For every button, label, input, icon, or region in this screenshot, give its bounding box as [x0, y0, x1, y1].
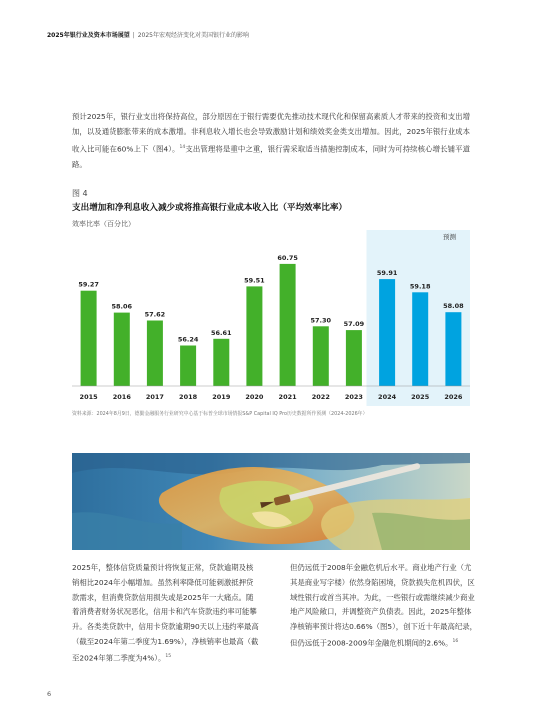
report-title: 2025年银行业及资本市场展望 — [47, 32, 130, 39]
x-tick-2016: 2016 — [112, 393, 131, 401]
bar-2020 — [246, 286, 262, 386]
paint-brush-image — [72, 453, 470, 550]
bar-2023 — [346, 330, 362, 386]
x-tick-2015: 2015 — [79, 393, 98, 401]
figure-label: 图 4 — [72, 189, 88, 198]
value-label-2018: 56.24 — [177, 335, 199, 344]
chart-source-note: 资料来源：2024年8月9日，德勤金融服务行业研究中心基于标普全球市场情报S&P Capital IQ Pro历史数据所作预测（2024-2026年） — [72, 411, 368, 417]
value-label-2021: 60.75 — [277, 253, 298, 262]
bar-2025 — [412, 292, 428, 386]
intro-text-continued: 支出管理将是重中之重，银行需采取适当措施控制成本，同时为可持续核心增长铺平道路。 — [72, 144, 470, 169]
page-number: 6 — [47, 690, 52, 698]
section-title: 2025年宏观经济变化对美国银行业的影响 — [137, 32, 250, 39]
x-tick-2024: 2024 — [378, 393, 397, 401]
bar-2024 — [379, 279, 395, 386]
efficiency-ratio-bar-chart — [72, 224, 470, 406]
value-label-2022: 57.30 — [310, 316, 332, 325]
bar-2022 — [313, 326, 329, 386]
value-label-2025: 59.18 — [409, 282, 431, 291]
value-label-2024: 59.91 — [376, 269, 398, 278]
forecast-label: 预测 — [443, 233, 456, 241]
bar-2016 — [114, 313, 130, 386]
value-label-2017: 57.62 — [144, 310, 166, 319]
bar-2021 — [280, 264, 296, 386]
x-tick-2023: 2023 — [344, 393, 363, 401]
body-left-text: 2025年，整体信贷质量预计将恢复正常，贷款逾期及核销相比2024年小幅增加。虽然利率降低可能刺激抵押贷款需求，但消费贷款信用损失或是2025年一大痛点。随着消费者财务状况恶化，信用卡和汽车贷款违约率可能攀升。各类类贷款中，信用卡贷款逾期90天以上违约率最高（截至2024年第二季度为1.69%），净核销率也最高（截至2024年第二季度为4%）。 — [72, 563, 259, 663]
body-column-left — [72, 561, 260, 666]
body-column-right — [290, 561, 478, 651]
chart-y-axis-label: 效率比率（百分比） — [72, 220, 135, 228]
page-header — [47, 30, 249, 39]
intro-paragraph — [72, 109, 470, 172]
footnote-ref[interactable]: 16 — [452, 638, 459, 644]
x-tick-2022: 2022 — [311, 393, 330, 401]
header-separator: | — [132, 32, 135, 39]
value-label-2020: 59.51 — [244, 276, 265, 285]
footnote-ref[interactable]: 15 — [165, 653, 172, 659]
value-label-2019: 56.61 — [211, 328, 232, 337]
value-label-2023: 57.09 — [343, 320, 365, 329]
x-tick-2017: 2017 — [145, 393, 164, 401]
bar-2019 — [213, 339, 229, 386]
decorative-paint-artwork — [72, 453, 470, 550]
x-tick-2026: 2026 — [444, 393, 463, 401]
intro-text: 预计2025年，银行业支出将保持高位，部分原因在于银行需要优先推动技术现代化和保留高素质人才带来的投资和支出增加，以及通货膨胀带来的成本激增。非利息收入增长也会导致激励计划和绩效奖金类支出增加。因此，2025年银行业成本收入比可能在60%上下（图4）。 — [72, 112, 470, 154]
bar-2015 — [81, 291, 97, 386]
x-tick-2020: 2020 — [245, 393, 264, 401]
value-label-2026: 58.08 — [443, 302, 464, 311]
body-right-text: 但仍远低于2008年金融危机后水平。商业地产行业（尤其是商业写字楼）依然身陷困境，贷款损失危机四伏，区域性银行或首当其冲。为此，一些银行或需继续减少商业地产风险敞口，并调整资产负债表。因此，2025年整体净核销率预计将达0.66%（图5），创下近十年最高纪录，但仍远低于2008-2009年金融危机期间的2.6%。 — [290, 563, 478, 648]
chart-title: 支出增加和净利息收入减少或将推高银行业成本收入比（平均效率比率） — [72, 203, 348, 213]
value-label-2015: 59.27 — [78, 280, 99, 289]
bar-2026 — [445, 312, 461, 386]
value-label-2016: 58.06 — [111, 302, 133, 311]
x-tick-2025: 2025 — [411, 393, 430, 401]
x-tick-2021: 2021 — [278, 393, 297, 401]
x-tick-2018: 2018 — [179, 393, 198, 401]
bar-2018 — [180, 346, 196, 387]
bar-2017 — [147, 321, 163, 387]
footnote-ref[interactable]: 14 — [179, 144, 186, 150]
x-tick-2019: 2019 — [212, 393, 231, 401]
